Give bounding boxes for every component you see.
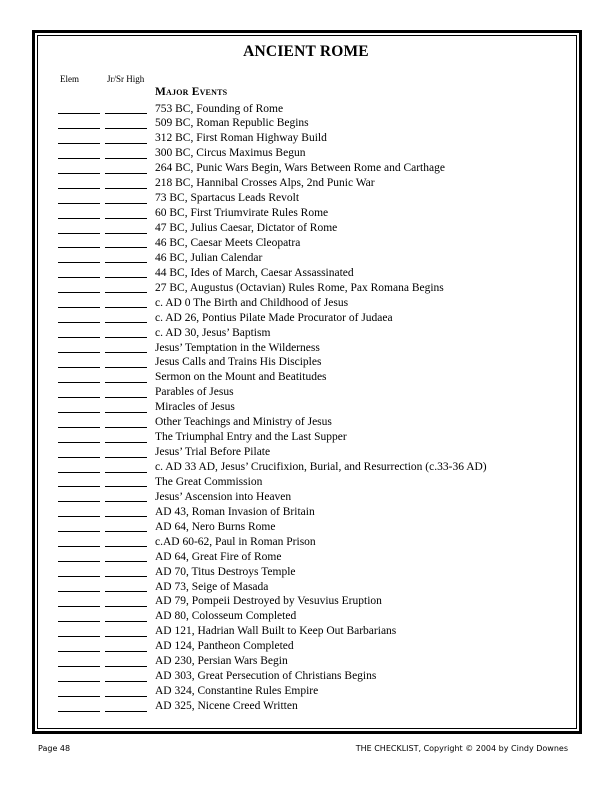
elem-check-blank[interactable] [58, 113, 100, 114]
jrsr-check-blank[interactable] [105, 546, 147, 547]
elem-check-blank[interactable] [58, 621, 100, 622]
event-label: 753 BC, Founding of Rome [155, 102, 284, 115]
checklist-row [0, 505, 612, 520]
elem-check-blank[interactable] [58, 128, 100, 129]
elem-check-blank[interactable] [58, 696, 100, 697]
event-label: c. AD 33 AD, Jesus’ Crucifixion, Burial, and Resurrection (c.33-36 AD) [155, 461, 487, 473]
footer-page-number: Page 48 [38, 744, 71, 753]
checklist-row [0, 610, 612, 625]
event-label: AD 73, Seige of Masada [155, 580, 269, 593]
checklist-row [0, 490, 612, 505]
checklist-row [0, 446, 612, 461]
elem-check-blank[interactable] [58, 606, 100, 607]
jrsr-check-blank[interactable] [105, 442, 147, 443]
checklist-row [0, 251, 612, 266]
checklist-row [0, 580, 612, 595]
elem-check-blank[interactable] [58, 486, 100, 487]
jrsr-check-blank[interactable] [105, 696, 147, 697]
event-label: AD 64, Great Fire of Rome [155, 550, 282, 563]
checklist-row [0, 281, 612, 296]
event-label: Jesus Calls and Trains His Disciples [155, 356, 322, 369]
jrsr-check-blank[interactable] [105, 262, 147, 263]
checklist-row [0, 207, 612, 222]
elem-check-blank[interactable] [58, 173, 100, 174]
elem-check-blank[interactable] [58, 457, 100, 458]
event-label: AD 64, Nero Burns Rome [155, 520, 276, 533]
event-label: Jesus’ Temptation in the Wilderness [155, 341, 320, 354]
checklist-row [0, 416, 612, 431]
elem-check-blank[interactable] [58, 427, 100, 428]
checklist-row [0, 117, 612, 132]
event-label: AD 124, Pantheon Completed [155, 640, 294, 653]
elem-check-blank[interactable] [58, 516, 100, 517]
jrsr-check-blank[interactable] [105, 711, 147, 712]
elem-check-blank[interactable] [58, 591, 100, 592]
column-header-jrsr-high: Jr/Sr High [107, 74, 145, 84]
checklist-row [0, 401, 612, 416]
jrsr-check-blank[interactable] [105, 636, 147, 637]
elem-check-blank[interactable] [58, 277, 100, 278]
jrsr-check-blank[interactable] [105, 457, 147, 458]
elem-check-blank[interactable] [58, 143, 100, 144]
checklist-row [0, 565, 612, 580]
jrsr-check-blank[interactable] [105, 427, 147, 428]
checklist-row [0, 475, 612, 490]
event-label: AD 324, Constantine Rules Empire [155, 685, 319, 698]
elem-check-blank[interactable] [58, 203, 100, 204]
event-label: 73 BC, Spartacus Leads Revolt [155, 192, 300, 205]
event-label: c. AD 0 The Birth and Childhood of Jesus [155, 296, 349, 309]
checklist-row [0, 535, 612, 550]
checklist-row [0, 222, 612, 237]
elem-check-blank[interactable] [58, 442, 100, 443]
checklist-row [0, 640, 612, 655]
jrsr-check-blank[interactable] [105, 382, 147, 383]
section-heading-major-events: Major Events [155, 86, 228, 98]
footer-copyright: THE CHECKLIST, Copyright © 2004 by Cindy Downes [355, 744, 568, 753]
jrsr-check-blank[interactable] [105, 576, 147, 577]
jrsr-check-blank[interactable] [105, 472, 147, 473]
jrsr-check-blank[interactable] [105, 412, 147, 413]
jrsr-check-blank[interactable] [105, 681, 147, 682]
event-label: 60 BC, First Triumvirate Rules Rome [155, 207, 329, 220]
checklist-row [0, 102, 612, 117]
jrsr-check-blank[interactable] [105, 233, 147, 234]
jrsr-check-blank[interactable] [105, 173, 147, 174]
jrsr-check-blank[interactable] [105, 337, 147, 338]
elem-check-blank[interactable] [58, 262, 100, 263]
event-label: 46 BC, Caesar Meets Cleopatra [155, 236, 301, 249]
checklist-row [0, 371, 612, 386]
checklist-row [0, 311, 612, 326]
event-label: AD 121, Hadrian Wall Built to Keep Out Barbarians [155, 625, 397, 638]
event-label: AD 303, Great Persecution of Christians Begins [155, 670, 377, 683]
checklist-row [0, 431, 612, 446]
jrsr-check-blank[interactable] [105, 486, 147, 487]
elem-check-blank[interactable] [58, 666, 100, 667]
elem-check-blank[interactable] [58, 651, 100, 652]
elem-check-blank[interactable] [58, 501, 100, 502]
jrsr-check-blank[interactable] [105, 621, 147, 622]
jrsr-check-blank[interactable] [105, 651, 147, 652]
elem-check-blank[interactable] [58, 352, 100, 353]
jrsr-check-blank[interactable] [105, 606, 147, 607]
jrsr-check-blank[interactable] [105, 367, 147, 368]
event-label: 27 BC, Augustus (Octavian) Rules Rome, Pax Romana Begins [155, 281, 444, 294]
elem-check-blank[interactable] [58, 307, 100, 308]
checklist-row [0, 520, 612, 535]
event-label: c.AD 60-62, Paul in Roman Prison [155, 535, 316, 548]
event-label: Jesus’ Ascension into Heaven [155, 490, 292, 503]
checklist-row [0, 147, 612, 162]
jrsr-check-blank[interactable] [105, 158, 147, 159]
checklist-row [0, 461, 612, 476]
event-label: AD 43, Roman Invasion of Britain [155, 505, 315, 518]
elem-check-blank[interactable] [58, 711, 100, 712]
jrsr-check-blank[interactable] [105, 322, 147, 323]
checklist-row [0, 685, 612, 700]
jrsr-check-blank[interactable] [105, 501, 147, 502]
checklist-row [0, 550, 612, 565]
checklist-row [0, 386, 612, 401]
event-label: The Triumphal Entry and the Last Supper [155, 431, 347, 444]
checklist-row [0, 625, 612, 640]
jrsr-check-blank[interactable] [105, 277, 147, 278]
elem-check-blank[interactable] [58, 247, 100, 248]
checklist-row [0, 177, 612, 192]
elem-check-blank[interactable] [58, 531, 100, 532]
event-label: 46 BC, Julian Calendar [155, 251, 263, 264]
event-label: Sermon on the Mount and Beatitudes [155, 371, 327, 384]
event-label: 300 BC, Circus Maximus Begun [155, 147, 306, 160]
event-label: 44 BC, Ides of March, Caesar Assassinated [155, 266, 354, 279]
checklist-row [0, 326, 612, 341]
event-label: Other Teachings and Ministry of Jesus [155, 416, 332, 429]
event-label: c. AD 30, Jesus’ Baptism [155, 326, 271, 339]
checklist-row [0, 700, 612, 715]
elem-check-blank[interactable] [58, 681, 100, 682]
elem-check-blank[interactable] [58, 397, 100, 398]
checklist-row [0, 192, 612, 207]
jrsr-check-blank[interactable] [105, 218, 147, 219]
elem-check-blank[interactable] [58, 546, 100, 547]
event-label: The Great Commission [155, 475, 263, 488]
event-label: 509 BC, Roman Republic Begins [155, 117, 309, 130]
checklist-row [0, 236, 612, 251]
checklist-row [0, 162, 612, 177]
jrsr-check-blank[interactable] [105, 516, 147, 517]
checklist-row [0, 670, 612, 685]
elem-check-blank[interactable] [58, 576, 100, 577]
event-label: 264 BC, Punic Wars Begin, Wars Between Rome and Carthage [155, 162, 445, 175]
elem-check-blank[interactable] [58, 382, 100, 383]
column-header-elem: Elem [60, 74, 79, 84]
checklist-row [0, 296, 612, 311]
checklist-row [0, 356, 612, 371]
jrsr-check-blank[interactable] [105, 203, 147, 204]
checklist-row [0, 655, 612, 670]
elem-check-blank[interactable] [58, 233, 100, 234]
elem-check-blank[interactable] [58, 292, 100, 293]
event-label: AD 230, Persian Wars Begin [155, 655, 288, 668]
jrsr-check-blank[interactable] [105, 397, 147, 398]
jrsr-check-blank[interactable] [105, 143, 147, 144]
page-title: ANCIENT ROME [243, 43, 369, 60]
elem-check-blank[interactable] [58, 412, 100, 413]
elem-check-blank[interactable] [58, 218, 100, 219]
event-label: Parables of Jesus [155, 386, 234, 399]
event-label: Miracles of Jesus [155, 401, 235, 414]
event-label: Jesus’ Trial Before Pilate [155, 446, 271, 459]
elem-check-blank[interactable] [58, 561, 100, 562]
jrsr-check-blank[interactable] [105, 666, 147, 667]
elem-check-blank[interactable] [58, 472, 100, 473]
event-label: 218 BC, Hannibal Crosses Alps, 2nd Punic War [155, 177, 375, 190]
event-label: AD 80, Colosseum Completed [155, 610, 297, 623]
event-label: AD 70, Titus Destroys Temple [155, 565, 296, 578]
jrsr-check-blank[interactable] [105, 352, 147, 353]
jrsr-check-blank[interactable] [105, 188, 147, 189]
elem-check-blank[interactable] [58, 337, 100, 338]
jrsr-check-blank[interactable] [105, 591, 147, 592]
elem-check-blank[interactable] [58, 322, 100, 323]
event-label: 312 BC, First Roman Highway Build [155, 132, 327, 145]
checklist-row [0, 266, 612, 281]
elem-check-blank[interactable] [58, 636, 100, 637]
event-label: 47 BC, Julius Caesar, Dictator of Rome [155, 222, 338, 234]
event-label: c. AD 26, Pontius Pilate Made Procurator of Judaea [155, 311, 393, 324]
elem-check-blank[interactable] [58, 158, 100, 159]
checklist-row [0, 595, 612, 610]
checklist-row [0, 132, 612, 147]
jrsr-check-blank[interactable] [105, 128, 147, 129]
checklist-row [0, 341, 612, 356]
jrsr-check-blank[interactable] [105, 561, 147, 562]
event-label: AD 325, Nicene Creed Written [155, 700, 298, 712]
elem-check-blank[interactable] [58, 188, 100, 189]
jrsr-check-blank[interactable] [105, 113, 147, 114]
elem-check-blank[interactable] [58, 367, 100, 368]
jrsr-check-blank[interactable] [105, 531, 147, 532]
event-label: AD 79, Pompeii Destroyed by Vesuvius Eruption [155, 595, 382, 608]
jrsr-check-blank[interactable] [105, 307, 147, 308]
events-checklist [0, 102, 612, 714]
jrsr-check-blank[interactable] [105, 247, 147, 248]
jrsr-check-blank[interactable] [105, 292, 147, 293]
